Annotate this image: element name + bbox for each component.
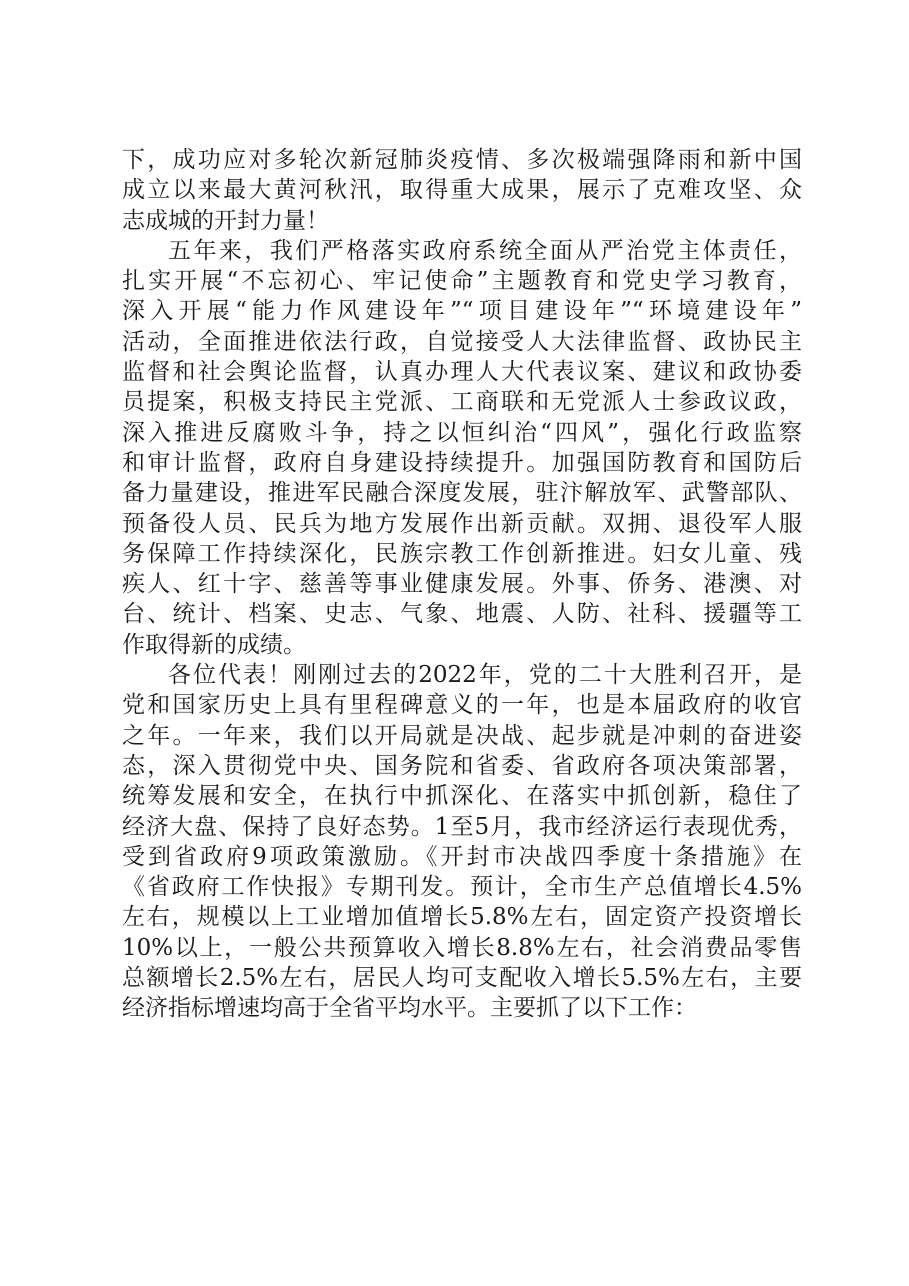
text-line: 下，成功应对多轮次新冠肺炎疫情、多次极端强降雨和新中国 [122,147,802,173]
text-line: 受到省政府9项政策激励。《开封市决战四季度十条措施》在 [122,843,802,870]
text-line: 预备役人员、民兵为地方发展作出新贡献。双拥、退役军人服 [122,510,802,537]
text-line: 员提案，积极支持民主党派、工商联和无党派人士参政议政， [122,389,802,416]
text-line: 左右，规模以上工业增加值增长5.8%左右，固定资产投资增长 [122,904,802,931]
text-line: 统筹发展和安全，在执行中抓深化、在落实中抓创新，稳住了 [122,783,802,810]
text-line: 经济指标增速均高于全省平均水平。主要抓了以下工作： [122,995,697,1022]
text-line: 监督和社会舆论监督，认真办理人大代表议案、建议和政协委 [122,359,802,386]
text-line: 态，深入贯彻党中央、国务院和省委、省政府各项决策部署， [122,752,802,779]
text-line: 《省政府工作快报》专期刊发。预计，全市生产总值增长4.5% [122,874,802,901]
text-line: 党和国家历史上具有里程碑意义的一年，也是本届政府的收官 [122,692,802,719]
text-line: 作取得新的成绩。 [122,631,306,658]
text-line: 五年来，我们严格落实政府系统全面从严治党主体责任， [168,237,802,264]
text-line: 深入开展“能力作风建设年”“项目建设年”“环境建设年” [122,298,802,325]
body-text [122,145,802,1024]
text-line: 备力量建设，推进军民融合深度发展，驻汴解放军、武警部队、 [122,480,802,507]
text-line: 深入推进反腐败斗争，持之以恒纠治“四风”，强化行政监察 [122,419,802,446]
text-line: 疾人、红十字、慈善等事业健康发展。外事、侨务、港澳、对 [122,571,802,598]
text-line: 10%以上，一般公共预算收入增长8.8%左右，社会消费品零售 [122,934,802,961]
paragraph [122,145,802,236]
paragraph [122,236,802,660]
text-line: 扎实开展“不忘初心、牢记使命”主题教育和党史学习教育， [122,268,802,295]
text-line: 和审计监督，政府自身建设持续提升。加强国防教育和国防后 [122,449,802,476]
text-line: 志成城的开封力量！ [122,207,329,234]
text-line: 经济大盘、保持了良好态势。1至5月，我市经济运行表现优秀， [122,813,802,840]
text-line: 活动，全面推进依法行政，自觉接受人大法律监督、政协民主 [122,328,802,355]
text-line: 各位代表！刚刚过去的2022年，党的二十大胜利召开，是 [168,662,802,689]
text-line: 成立以来最大黄河秋汛，取得重大成果，展示了克难攻坚、众 [122,177,802,204]
paragraph [122,660,802,1024]
text-line: 总额增长2.5%左右，居民人均可支配收入增长5.5%左右，主要 [122,965,802,992]
text-line: 之年。一年来，我们以开局就是决战、起步就是冲刺的奋进姿 [122,722,802,749]
text-line: 务保障工作持续深化，民族宗教工作创新推进。妇女儿童、残 [122,540,802,567]
text-line: 台、统计、档案、史志、气象、地震、人防、社科、援疆等工 [122,601,802,628]
